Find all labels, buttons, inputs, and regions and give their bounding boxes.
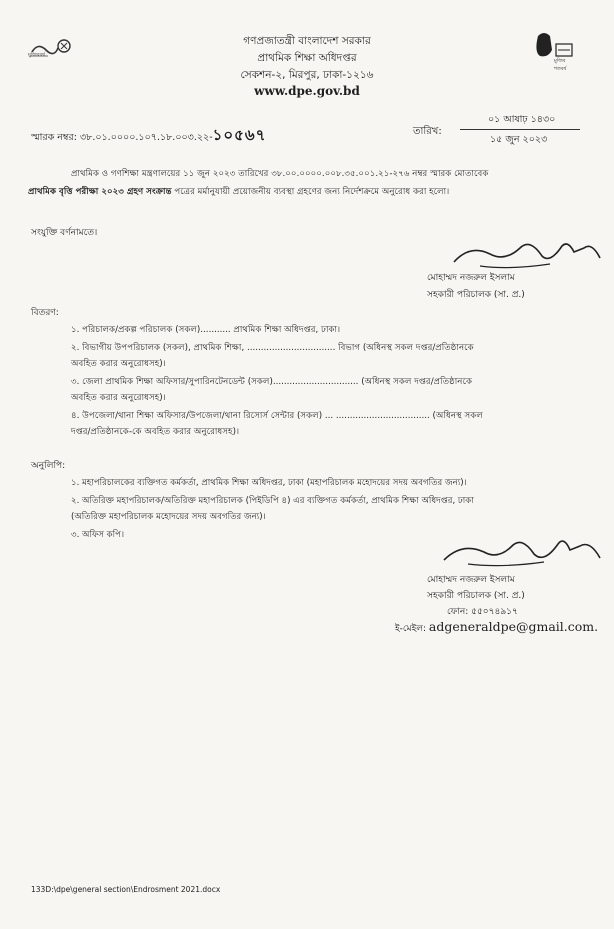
copies-title: অনুলিপি: xyxy=(31,461,66,471)
distribution-item-3: ৩. জেলা প্রাথমিক শিক্ষা অফিসার/সুপারিনটেনডেন্ট (সকল)............................... (অধিনস্থ সকল দপ্তর/প্রতিষ্ঠানকে xyxy=(71,377,473,387)
email-label: ই-মেইল: xyxy=(395,624,426,634)
memo-number-line xyxy=(31,124,266,149)
body-line-2-rest: পত্রের মর্মানুযায়ী প্রয়োজনীয় ব্যবস্থা গ্রহণের জন্য নির্দেশক্রমে অনুরোধ করা হলো। xyxy=(174,187,450,197)
body-line-1: প্রাথমিক ও গণশিক্ষা মন্ত্রণালয়ের ১১ জুন ২০২৩ তারিখের ৩৮.০০.০০০০.০০৮.৩৫.০০১.২১-২৭৬ নম্বর স্মারক মোতাবেক xyxy=(71,169,489,179)
distribution-item-2: ২. বিভাগীয় উপপরিচালক (সকল), প্রাথমিক শিক্ষা, ................................ বিভাগ (অধিনস্থ সকল দপ্তর/প্রতিষ্ঠানকে xyxy=(71,343,474,353)
body-subject: প্রাথমিক বৃত্তি পরীক্ষা ২০২৩ গ্রহণ সংক্রান্ত xyxy=(28,187,172,197)
distribution-title: বিতরণ: xyxy=(31,308,59,318)
copies-item-3: ৩. অফিস কপি। xyxy=(71,530,125,540)
date-divider xyxy=(460,129,580,130)
date-label: তারিখ: xyxy=(413,126,442,137)
signer-2-designation: সহকারী পরিচালক (সা. প্র.) xyxy=(427,591,525,601)
distribution-item-2-cont: অবহিত করার অনুরোধসহ)। xyxy=(71,359,166,369)
enclosure: সংযুক্তি বর্ণনামতে। xyxy=(31,228,98,238)
body-line-2 xyxy=(28,184,449,199)
dept-line: প্রাথমিক শিক্ষা অধিদপ্তর xyxy=(257,52,357,64)
memo-label: স্মারক নম্বর: xyxy=(31,132,77,143)
copies-item-2-cont: (অতিরিক্ত মহাপরিচালক মহোদয়ের সদয় অবগতির জন্য)। xyxy=(71,512,266,522)
signer-1-name: মোহাম্মদ নজরুল ইসলাম xyxy=(427,273,515,283)
email-address[interactable]: adgeneraldpe@gmail.com. xyxy=(428,619,599,634)
signer-2-email-row xyxy=(395,619,598,636)
footer-path: 133D:\dpe\general section\Endrosment 2021.docx xyxy=(31,885,221,894)
signer-2-phone: ফোন: ৫৫০৭৪৯১৭ xyxy=(447,607,518,617)
signer-1-designation: সহকারী পরিচালক (সা. প্র.) xyxy=(427,290,525,300)
distribution-item-4-cont: দপ্তর/প্রতিষ্ঠানকে-কে অবহিত করার অনুরোধসহ)। xyxy=(71,427,240,437)
copies-item-1: ১. মহাপরিচালকের ব্যক্তিগত কর্মকর্তা, প্রাথমিক শিক্ষা অধিদপ্তর, ঢাকা (মহাপরিচালক মহোদয়ের সদয় অবগতির জন্য)। xyxy=(71,478,467,488)
distribution-item-4: ৪. উপজেলা/থানা শিক্ষা অফিসার/উপজেলা/থানা রিসোর্স সেন্টার (সকল) ... .................................. (অধিনস্থ সকল xyxy=(71,411,483,421)
distribution-item-3-cont: অবহিত করার অনুরোধসহ)। xyxy=(71,393,166,403)
left-logo-text: মুজিববর্ষ xyxy=(28,52,46,58)
address-line: সেকশন-২, মিরপুর, ঢাকা-১২১৬ xyxy=(240,69,374,81)
gov-line: গণপ্রজাতন্ত্রী বাংলাদেশ সরকার xyxy=(243,35,371,47)
copies-item-2: ২. অতিরিক্ত মহাপরিচালক/অতিরিক্ত মহাপরিচালক (পিইডিপি ৪) এর ব্যক্তিগত কর্মকর্তা, প্রাথমিক শিক্ষা অধিদপ্তর, ঢাকা xyxy=(71,496,474,506)
date-bangla: ০১ আষাঢ় ১৪৩০ xyxy=(488,114,556,125)
signature-2 xyxy=(440,530,610,572)
signature-1 xyxy=(450,234,610,274)
right-logo-text: মুজিব শতবর্ষ xyxy=(554,58,567,72)
memo-number: ৩৮.০১.০০০০.১০৭.১৮.০০৩.২২- xyxy=(79,132,213,143)
signer-2-name: মোহাম্মদ নজরুল ইসলাম xyxy=(427,575,515,585)
website[interactable]: www.dpe.gov.bd xyxy=(254,84,360,98)
memo-handwritten-suffix: ১০৫৬৭ xyxy=(212,126,267,144)
distribution-item-1: ১. পরিচালক/প্রকল্প পরিচালক (সকল)........... প্রাথমিক শিক্ষা অধিদপ্তর, ঢাকা। xyxy=(71,325,341,335)
date-english: ১৫ জুন ২০২৩ xyxy=(490,134,548,145)
